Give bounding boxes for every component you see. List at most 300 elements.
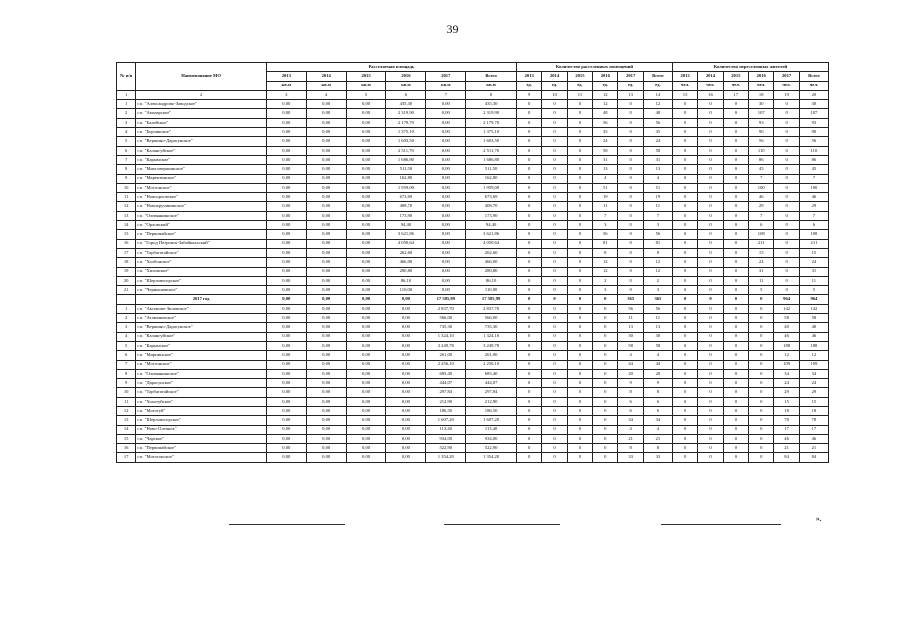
value-cell: 2 256,10 [466,360,517,369]
value-cell: 0 [672,267,697,276]
count-year-header: Всего [643,72,672,81]
value-cell: 4 [643,174,672,183]
value-cell: 0 [516,155,541,164]
value-cell: 0 [672,323,697,332]
value-cell: 0,00 [386,406,426,415]
value-cell: 0 [723,286,748,295]
value-cell: 735,30 [426,323,466,332]
value-cell: 0,00 [346,174,386,183]
value-cell: 0 [672,155,697,164]
value-cell: 0,00 [426,276,466,285]
municipality-name-cell: г.п. "Атамановское" [136,314,267,323]
value-cell: 0,00 [346,128,386,137]
value-cell: 17 [799,425,828,434]
value-cell: 0 [593,444,618,453]
value-cell: 0 [749,397,774,406]
value-cell: 110,00 [466,286,517,295]
value-cell: 15 [117,230,136,239]
value-cell: 0,00 [386,304,426,313]
value-cell: 0 [672,360,697,369]
column-number-cell: 10 [542,90,567,99]
value-cell: 0 [774,165,799,174]
value-cell: 0,00 [426,146,466,155]
value-cell: 188 [774,341,799,350]
value-cell: 261,00 [466,351,517,360]
value-cell: 0 [723,379,748,388]
value-cell: 0 [672,397,697,406]
value-cell: 0,00 [266,109,306,118]
value-cell: 0,00 [306,406,346,415]
value-cell: 0,00 [346,425,386,434]
value-cell: 1 354,20 [466,453,517,462]
value-cell: 0,00 [266,369,306,378]
value-cell: 0 [672,341,697,350]
value-cell: 0 [542,174,567,183]
value-cell: 30 [749,100,774,109]
value-cell: 24 [774,379,799,388]
value-cell: 0 [516,248,541,257]
value-cell: 0 [516,276,541,285]
value-cell: 0,00 [386,341,426,350]
value-cell: 0 [542,230,567,239]
value-cell: 0 [749,351,774,360]
value-cell: 0 [542,434,567,443]
value-cell: 0 [567,397,592,406]
value-cell: 0 [698,406,723,415]
value-cell: 2 319,90 [386,109,426,118]
count-unit-header: ед. [593,81,618,90]
value-cell: 17 585,99 [426,295,466,304]
value-cell: 0,00 [346,286,386,295]
value-cell: 0,00 [306,258,346,267]
value-cell: 0 [749,434,774,443]
table-row [117,174,829,183]
value-cell: 0 [542,100,567,109]
value-cell: 0 [698,202,723,211]
municipality-name-cell: г.п. "Шерловогорское" [136,276,267,285]
value-cell: 45 [799,165,828,174]
value-cell: 0 [672,314,697,323]
value-cell: 0 [698,258,723,267]
value-cell: 0,00 [346,314,386,323]
value-cell: 0 [567,406,592,415]
value-cell: 7 [117,155,136,164]
table-body [117,100,829,463]
value-cell: 0 [723,453,748,462]
value-cell: 0 [618,155,643,164]
value-cell: 0 [593,351,618,360]
value-cell: 0,00 [306,416,346,425]
value-cell: 0,00 [426,128,466,137]
value-cell: 0 [723,360,748,369]
value-cell: 466,00 [386,258,426,267]
value-cell: 12 [117,202,136,211]
value-cell: 0 [698,332,723,341]
value-cell: 0 [567,425,592,434]
value-cell: 56 [643,304,672,313]
value-cell: 9 [117,174,136,183]
value-cell: 9 [643,379,672,388]
value-cell: 0 [698,230,723,239]
value-cell: 735,30 [466,323,517,332]
value-cell: 4 050,64 [466,239,517,248]
value-cell: 24 [749,258,774,267]
value-cell: 186,50 [466,406,517,415]
value-cell: 0 [618,109,643,118]
value-cell: 685,40 [466,369,517,378]
value-cell: 24 [643,137,672,146]
column-number-cell: 18 [749,90,774,99]
municipality-name-cell: г.п. "Чернышевское" [136,286,267,295]
value-cell: 1 603,50 [386,137,426,146]
value-cell: 0 [723,146,748,155]
value-cell: 0 [542,183,567,192]
value-cell: 12 [643,100,672,109]
people-unit-header: чел. [799,81,828,90]
value-cell: 0 [516,379,541,388]
value-cell: 0,00 [266,202,306,211]
value-cell: 0,00 [426,137,466,146]
value-cell: 0,00 [266,425,306,434]
column-number-cell: 20 [799,90,828,99]
value-cell: 0 [516,434,541,443]
value-cell: 0 [749,295,774,304]
value-cell: 511,50 [466,165,517,174]
value-cell: 0 [542,397,567,406]
value-cell: 0 [593,295,618,304]
value-cell: 0,00 [306,165,346,174]
value-cell: 24 [799,258,828,267]
value-cell: 0,00 [266,314,306,323]
value-cell: 0 [723,248,748,257]
value-cell: 0 [723,239,748,248]
value-cell: 3 [593,221,618,230]
value-cell: 34 [799,369,828,378]
value-cell: 0,00 [306,444,346,453]
value-cell: 0,00 [386,453,426,462]
value-cell: 0 [516,323,541,332]
value-cell: 31 [593,155,618,164]
municipality-name-cell: г.п. "Мирнинское" [136,351,267,360]
value-cell: 173,90 [466,211,517,220]
value-cell: 0 [774,128,799,137]
value-cell: 7 [749,174,774,183]
value-cell: 40 [774,323,799,332]
value-cell: 0,00 [306,323,346,332]
value-cell: 435,30 [386,100,426,109]
value-cell: 2 [643,276,672,285]
value-cell: 0 [698,174,723,183]
area-unit-header: кв.м [346,81,386,90]
value-cell: 110,00 [386,286,426,295]
value-cell: 0,00 [346,295,386,304]
people-year-header: Всего [799,72,828,81]
value-cell: 0 [723,165,748,174]
area-unit-header: кв.м [466,81,517,90]
value-cell: 0,00 [306,128,346,137]
table-row [117,230,829,239]
value-cell: 0 [567,286,592,295]
value-cell: 0 [542,165,567,174]
value-cell: 0 [567,434,592,443]
value-cell: 466,00 [466,258,517,267]
value-cell: 19 [643,193,672,202]
value-cell: 15 [799,248,828,257]
value-cell: 0,00 [266,416,306,425]
value-cell: 0 [774,202,799,211]
table-row [117,434,829,443]
value-cell: 10 [117,183,136,192]
value-cell: 0 [749,341,774,350]
area-year-header: 2016 [386,72,426,81]
value-cell: 8 [618,444,643,453]
value-cell: 0 [698,193,723,202]
column-number-cell: 14 [643,90,672,99]
value-cell: 0 [593,304,618,313]
value-cell: 0,00 [306,453,346,462]
value-cell: 0 [567,221,592,230]
value-cell: 11 [593,202,618,211]
table-row [117,332,829,341]
value-cell: 173,90 [386,211,426,220]
municipality-name-cell: г.п. "Тарбагатайское" [136,388,267,397]
value-cell: 0 [593,388,618,397]
value-cell: 0,00 [386,351,426,360]
col-name-header: Наименование МО [136,63,267,91]
value-cell: 48 [643,109,672,118]
value-cell: 0 [516,174,541,183]
column-number-cell: 7 [426,90,466,99]
value-cell: 0 [723,397,748,406]
value-cell: 0 [567,351,592,360]
value-cell: 0 [516,444,541,453]
value-cell: 20 [643,369,672,378]
value-cell: 444,07 [466,379,517,388]
value-cell: 0 [723,416,748,425]
value-cell: 0 [723,444,748,453]
people-unit-header: чел. [749,81,774,90]
value-cell: 0,00 [266,295,306,304]
value-cell: 0 [723,425,748,434]
value-cell: 0,00 [386,416,426,425]
value-cell: 522,90 [426,444,466,453]
value-cell: 262,60 [466,248,517,257]
value-cell: 0,00 [266,183,306,192]
value-cell: 0 [516,137,541,146]
table-row [117,276,829,285]
value-cell: 21 [117,286,136,295]
value-cell: 0 [567,379,592,388]
value-cell: 13 [643,323,672,332]
value-cell: 0 [672,137,697,146]
municipality-name-cell: 2017 год [136,295,267,304]
column-number-cell: 8 [466,90,517,99]
value-cell: 0 [567,193,592,202]
value-cell: 0,00 [306,211,346,220]
value-cell: 1 375,10 [466,128,517,137]
value-cell: 0,00 [346,341,386,350]
value-cell: 12 [643,267,672,276]
total-row [117,295,829,304]
value-cell: 45 [749,165,774,174]
value-cell: 0 [698,165,723,174]
value-cell: 0 [672,351,697,360]
value-cell: 0,00 [266,211,306,220]
municipality-name-cell: г.п. "Калангуйское" [136,332,267,341]
people-unit-header: чел. [723,81,748,90]
value-cell: 0 [542,388,567,397]
value-cell: 0 [542,323,567,332]
municipality-name-cell: г.п. "Могзонское" [136,360,267,369]
value-cell: 0,00 [306,276,346,285]
value-cell: 1 603,50 [466,137,517,146]
table-row [117,221,829,230]
value-cell: 34 [774,369,799,378]
value-cell: 0 [516,165,541,174]
value-cell: 0 [618,230,643,239]
value-cell: 0 [516,100,541,109]
value-cell: 86,10 [466,276,517,285]
value-cell: 0,00 [346,369,386,378]
value-cell: 0,00 [266,406,306,415]
value-cell: 19 [117,267,136,276]
value-cell: 0 [567,258,592,267]
value-cell: 12 [774,351,799,360]
value-cell: 0 [516,304,541,313]
value-cell: 1 607,20 [466,416,517,425]
value-cell: 56 [593,118,618,127]
value-cell: 0 [698,221,723,230]
municipality-name-cell: г.п. "Балейское" [136,118,267,127]
value-cell: 0 [698,360,723,369]
value-cell: 0 [672,128,697,137]
value-cell: 1 686,80 [386,155,426,164]
value-cell: 0,00 [386,360,426,369]
value-cell: 0 [618,258,643,267]
value-cell: 5 [799,286,828,295]
value-cell: 0 [542,248,567,257]
value-cell: 13 [618,323,643,332]
value-cell: 81 [593,239,618,248]
value-cell: 11 [643,202,672,211]
value-cell: 0,00 [346,248,386,257]
value-cell: 33 [618,453,643,462]
value-cell: 0 [542,128,567,137]
value-cell: 0 [542,332,567,341]
people-year-header: 2013 [672,72,697,81]
value-cell: 0 [672,295,697,304]
value-cell: 30 [618,332,643,341]
table-row [117,165,829,174]
value-cell: 109 [799,360,828,369]
municipality-name-cell: г.п. "Мотогонское" [136,453,267,462]
value-cell: 0 [618,100,643,109]
column-number-cell: 19 [774,90,799,99]
value-cell: 0 [542,360,567,369]
table-header [117,63,829,100]
value-cell: 0 [516,406,541,415]
value-cell: 0 [672,416,697,425]
municipality-name-cell: г.п. "Оловяннинское" [136,211,267,220]
value-cell: 4 [618,351,643,360]
value-cell: 0,00 [426,221,466,230]
municipality-name-cell: г.п. "Хохотуйское" [136,397,267,406]
count-year-header: 2014 [542,72,567,81]
value-cell: 56 [643,230,672,239]
value-cell: 435,30 [466,100,517,109]
value-cell: 0 [618,286,643,295]
value-cell: 0 [542,239,567,248]
value-cell: 56 [593,230,618,239]
value-cell: 511,50 [386,165,426,174]
page-number: 39 [446,22,459,36]
value-cell: 0 [723,295,748,304]
value-cell: 0 [698,118,723,127]
value-cell: 33 [643,453,672,462]
table-row [117,211,829,220]
value-cell: 109 [774,360,799,369]
value-cell: 31 [799,267,828,276]
value-cell: 0 [618,128,643,137]
value-cell: 0,00 [346,137,386,146]
count-year-header: 2015 [567,72,592,81]
value-cell: 0 [567,137,592,146]
value-cell: 0 [672,193,697,202]
value-cell: 0 [749,304,774,313]
value-cell: 58 [643,146,672,155]
value-cell: 0 [672,453,697,462]
value-cell: 0 [542,295,567,304]
value-cell: 94,40 [386,221,426,230]
value-cell: 0,00 [266,100,306,109]
area-unit-header: кв.м [266,81,306,90]
table-row [117,425,829,434]
value-cell: 0,00 [426,193,466,202]
column-number-cell: 4 [306,90,346,99]
value-cell: 566,00 [426,314,466,323]
table-row [117,360,829,369]
value-cell: 0 [618,174,643,183]
value-cell: 0 [698,276,723,285]
value-cell: 0,00 [266,323,306,332]
value-cell: 0 [672,221,697,230]
value-cell: 0 [749,369,774,378]
value-cell: 0 [593,416,618,425]
value-cell: 0 [723,406,748,415]
value-cell: 0 [516,202,541,211]
value-cell: 280,80 [386,267,426,276]
closing-quote-mark: ». [816,515,822,523]
column-number-cell: 5 [346,90,386,99]
value-cell: 93 [749,118,774,127]
value-cell: 46 [749,193,774,202]
value-cell: 0,00 [306,109,346,118]
municipality-name-cell: г.п. "Многовершинское" [136,165,267,174]
value-cell: 0 [516,416,541,425]
value-cell: 0,00 [386,388,426,397]
value-cell: 2 [593,276,618,285]
value-cell: 0 [567,183,592,192]
value-cell: 0 [567,323,592,332]
value-cell: 0 [723,323,748,332]
column-number-cell: 3 [266,90,306,99]
value-cell: 0,00 [306,304,346,313]
people-year-header: 2014 [698,72,723,81]
value-cell: 0 [593,425,618,434]
value-cell: 0,00 [426,248,466,257]
column-number-cell: 11 [567,90,592,99]
value-cell: 0 [723,128,748,137]
